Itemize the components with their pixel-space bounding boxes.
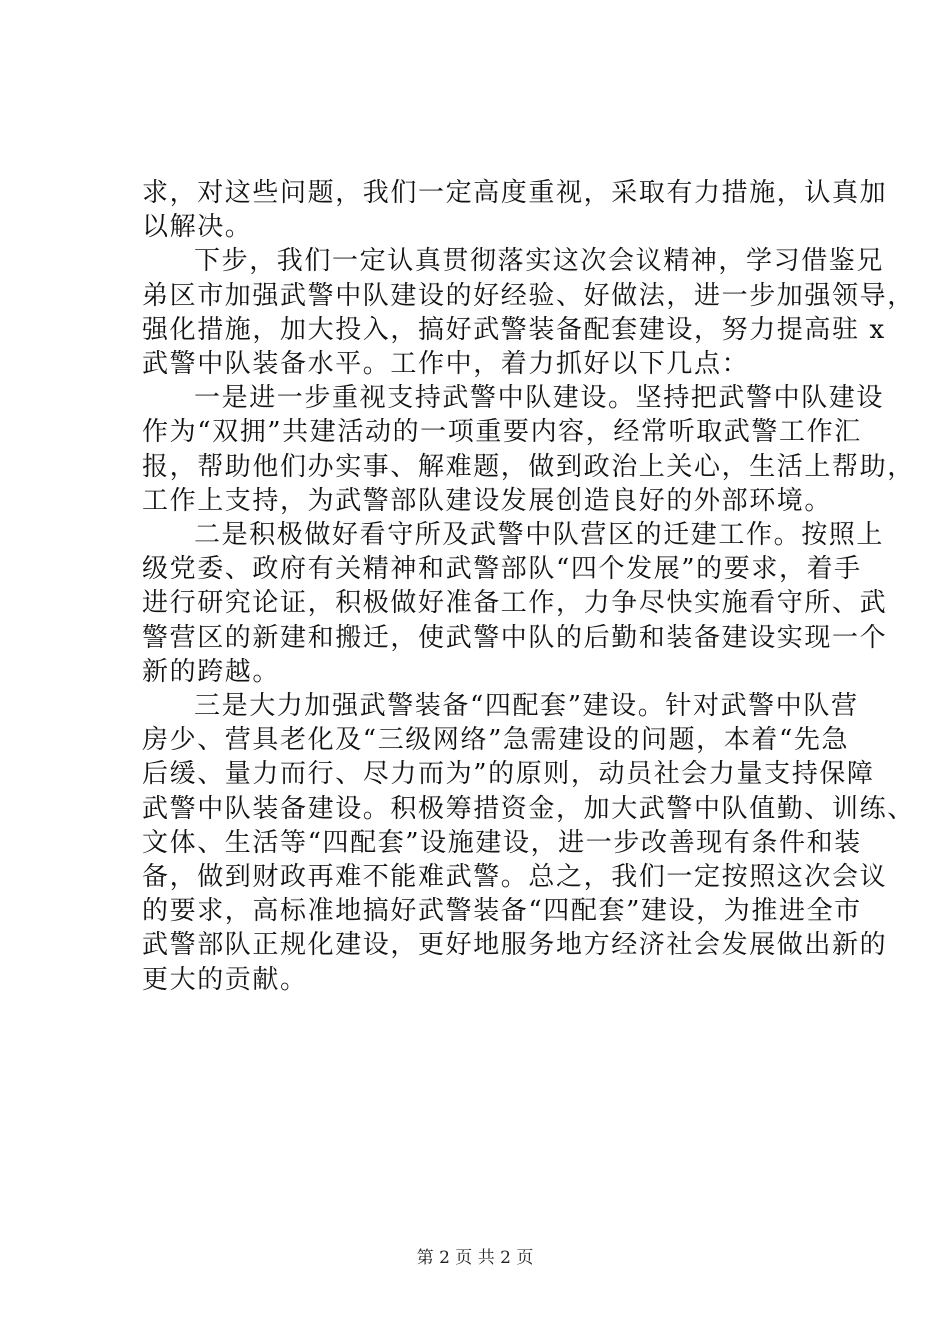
text-line: 文体、生活等“四配套”设施建设，进一步改善现有条件和装 xyxy=(142,827,862,858)
text-line: 工作上支持，为武警部队建设发展创造良好的外部环境。 xyxy=(142,485,833,516)
text-line: 三是大力加强武警装备“四配套”建设。针对武警中队营 xyxy=(194,691,859,722)
text-line: 武警部队正规化建设，更好地服务地方经济社会发展做出新的 xyxy=(142,930,888,961)
document-body xyxy=(142,176,915,997)
text-line: 进行研究论证，积极做好准备工作，力争尽快实施看守所、武 xyxy=(142,588,888,619)
text-line: 武警中队装备建设。积极筹措资金，加大武警中队值勤、训练、 xyxy=(142,793,915,824)
text-line: 下步，我们一定认真贯彻落实这次会议精神，学习借鉴兄 xyxy=(194,246,885,277)
text-line: 房少、营具老化及“三级网络”急需建设的问题，本着“先急 xyxy=(142,725,850,756)
text-line: 更大的贡献。 xyxy=(142,964,308,995)
text-line: 弟区市加强武警中队建设的好经验、好做法，进一步加强领导， xyxy=(142,280,915,311)
paragraph-1 xyxy=(142,176,888,244)
text-line: 一是进一步重视支持武警中队建设。坚持把武警中队建设 xyxy=(194,383,885,414)
paragraph-3 xyxy=(142,381,915,518)
text-line: 后缓、量力而行、尽力而为”的原则，动员社会力量支持保障 xyxy=(142,759,875,790)
text-line: 武警中队装备水平。工作中，着力抓好以下几点： xyxy=(142,349,750,380)
paragraph-2 xyxy=(142,244,915,381)
text-line: 作为“双拥”共建活动的一项重要内容，经常听取武警工作汇 xyxy=(142,417,862,448)
paragraph-4 xyxy=(142,518,888,689)
page-number: 第 2 页 共 2 页 xyxy=(416,1248,534,1268)
text-line: 的要求，高标准地搞好武警装备“四配套”建设，为推进全市 xyxy=(142,896,862,927)
text-line: 级党委、政府有关精神和武警部队“四个发展”的要求，着手 xyxy=(142,554,862,585)
text-line: 报，帮助他们办实事、解难题，做到政治上关心，生活上帮助， xyxy=(142,451,915,482)
text-line: 求，对这些问题，我们一定高度重视，采取有力措施，认真加 xyxy=(142,178,888,208)
text-line: 强化措施，加大投入，搞好武警装备配套建设，努力提高驻 x xyxy=(142,314,886,345)
text-line: 二是积极做好看守所及武警中队营区的迁建工作。按照上 xyxy=(194,520,885,551)
text-line: 警营区的新建和搬迁，使武警中队的后勤和装备建设实现一个 xyxy=(142,622,888,653)
text-line: 备，做到财政再难不能难武警。总之，我们一定按照这次会议 xyxy=(142,862,888,893)
text-line: 以解决。 xyxy=(142,212,253,243)
text-line: 新的跨越。 xyxy=(142,656,281,687)
paragraph-5 xyxy=(142,689,915,997)
page-footer xyxy=(0,1243,950,1268)
